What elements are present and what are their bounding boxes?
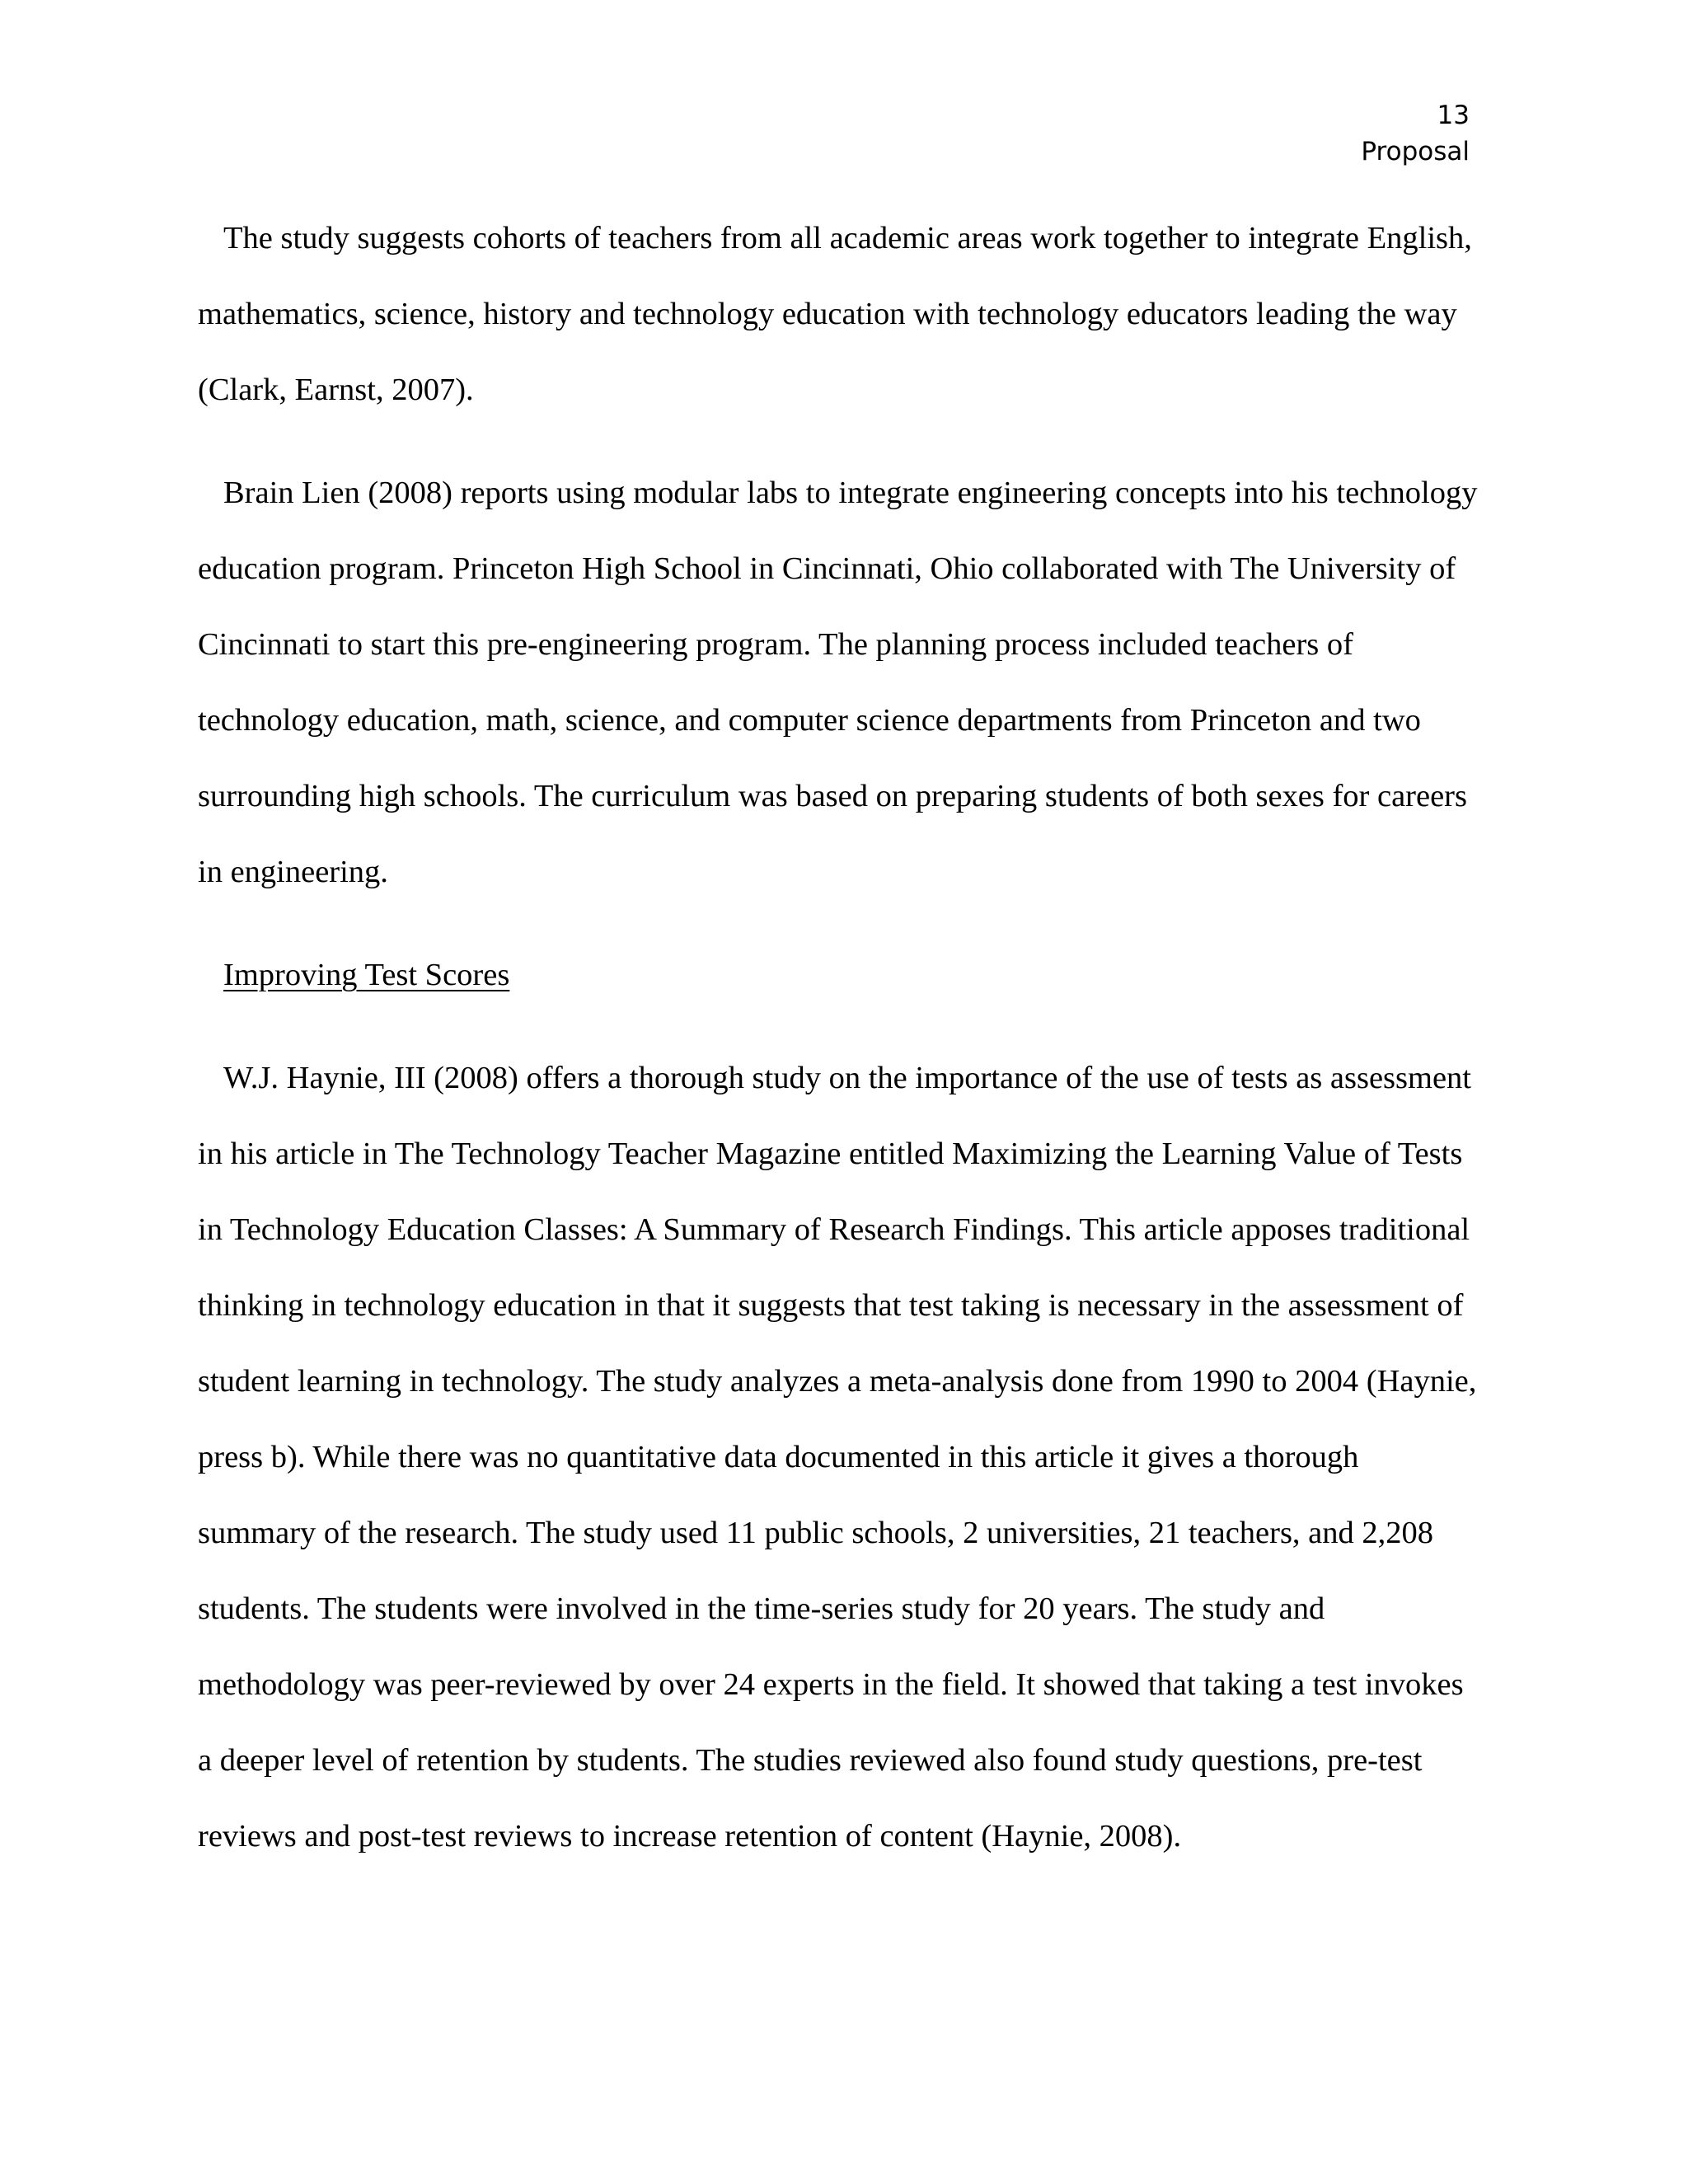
page-header [1361, 97, 1470, 170]
running-title: Proposal [1361, 137, 1470, 166]
paragraph-modular-labs: Brain Lien (2008) reports using modular labs to integrate engineering concepts into his technology education program. Princeton High School in Cincinnati, Ohio collaborated with The University of Cincinnati to start this pre-engineering program. The planning process included teachers of technology education, math, science, and computer science departments from Princeton and two surrounding high schools. The curriculum was based on preparing students of both sexes for careers in engineering. [198, 476, 1478, 889]
paragraph-cohorts: The study suggests cohorts of teachers from all academic areas work together to integrate English, mathematics, science, history and technology education with technology educators leading the way (Clark, Earnst, 2007). [198, 221, 1472, 407]
document-body [198, 200, 1484, 1874]
section-heading: Improving Test Scores [223, 958, 510, 992]
page-number: 13 [1437, 101, 1470, 130]
paragraph-test-scores: W.J. Haynie, III (2008) offers a thorough study on the importance of the use of tests as assessment in his article in The Technology Teacher Magazine entitled Maximizing the Learning Value of Tests in Technology Education Classes: A Summary of Research Findings. This article apposes traditional thinking in technology education in that it suggests that test taking is necessary in the assessment of student learning in technology. The study analyzes a meta-analysis done from 1990 to 2004 (Haynie, press b). While there was no quantitative data documented in this article it gives a thorough summary of the research. The study used 11 public schools, 2 universities, 21 teachers, and 2,208 students. The students were involved in the time-series study for 20 years. The study and methodology was peer-reviewed by over 24 experts in the field. It showed that taking a test invokes a deeper level of retention by students. The studies reviewed also found study questions, pre-test reviews and post-test reviews to increase retention of content (Haynie, 2008). [198, 1061, 1477, 1854]
